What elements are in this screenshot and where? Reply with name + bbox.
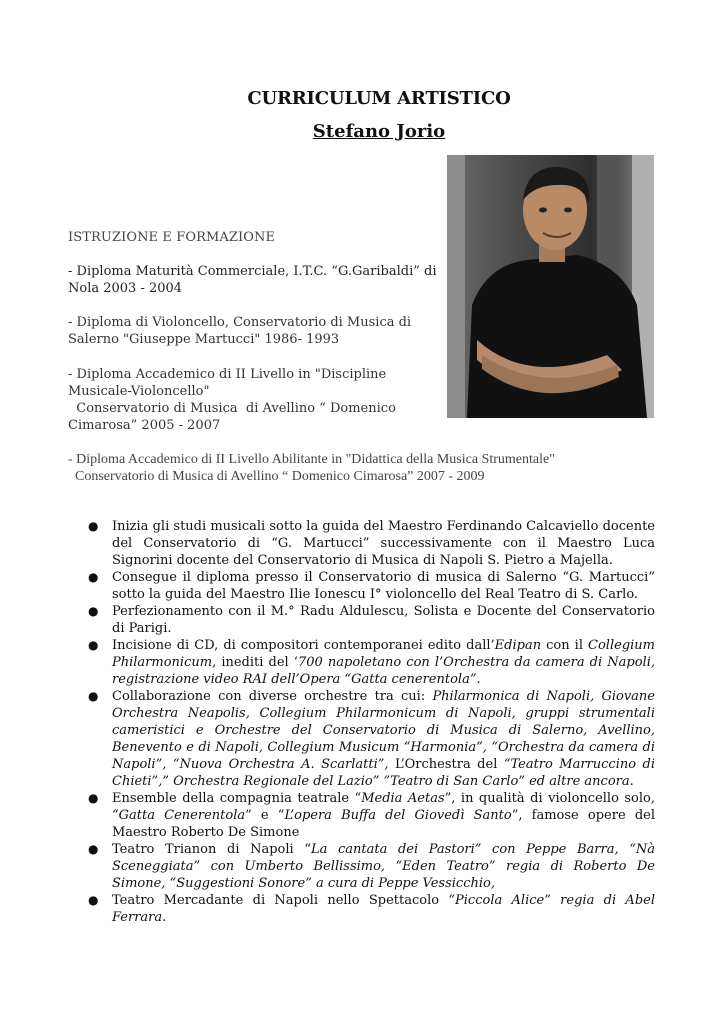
education-item-line: - Diploma Accademico di II Livello Abilitante in "Didattica della Musica Strumentale" xyxy=(68,452,555,467)
bullet-icon: ● xyxy=(88,893,99,907)
experience-text: “Gatta Cenerentola xyxy=(112,808,246,823)
experience-text: Incisione di CD, di compositori contemporanei edito dall’ xyxy=(112,638,495,653)
bullet-icon: ● xyxy=(88,791,99,805)
education-item-line: Conservatorio di Musica di Avellino “ Domenico Cimarosa” 2005 - 2007 xyxy=(68,401,401,433)
bullet-icon: ● xyxy=(88,519,99,533)
education-heading: ISTRUZIONE E FORMAZIONE xyxy=(68,230,276,245)
bullet-icon: ● xyxy=(88,638,99,652)
experience-item xyxy=(68,790,655,841)
experience-text: Teatro Trianon di Napoli “ xyxy=(112,842,311,857)
experience-text: ”, in qualità di violoncello solo, xyxy=(444,791,655,806)
bullet-icon: ● xyxy=(88,842,99,856)
education-item-line: - Diploma Accademico di II Livello in "Discipline Musicale-Violoncello" xyxy=(68,367,387,399)
portrait-photo-icon xyxy=(447,155,654,418)
experience-list xyxy=(68,518,655,926)
experience-text: Consegue il diploma presso il Conservatorio di musica di Salerno “G. Martucci” sotto la guida del Maestro Ilie Ionescu I° violoncello del Real Teatro di S. Carlo. xyxy=(112,570,655,602)
education-item xyxy=(68,366,440,434)
experience-text: ” e “ xyxy=(245,808,285,823)
experience-text: “Teatro Marruccino di Chieti”,” Orchestra Regionale del Lazio” ”Teatro di San Carlo” ed altre ancora xyxy=(112,757,655,789)
bullet-icon: ● xyxy=(88,570,99,584)
experience-text: 700 napoletano con l’Orchestra da camera di Napoli, registrazione video RAI dell’Opera “Gatta cenerentola”. xyxy=(112,655,655,687)
experience-item xyxy=(68,603,655,637)
experience-item xyxy=(68,569,655,603)
experience-text: “Piccola Alice” regia di Abel Ferrara. xyxy=(112,893,655,925)
experience-text: Edipan xyxy=(494,638,542,653)
experience-text: Collaborazione con diverse orchestre tra cui: xyxy=(112,689,433,704)
document-title: CURRICULUM ARTISTICO xyxy=(247,88,511,109)
experience-text: Ensemble della compagnia teatrale “ xyxy=(112,791,362,806)
artist-name: Stefano Jorio xyxy=(312,121,446,142)
experience-text: ”, famose opere del Maestro Roberto De Simone xyxy=(112,808,656,840)
education-item: - Diploma Maturità Commerciale, I.T.C. “G.Garibaldi” di Nola 2003 - 2004 xyxy=(68,264,437,296)
experience-text: Inizia gli studi musicali sotto la guida del Maestro Ferdinando Calcaviello docente del Conservatorio di “G. Martucci” successivamente con il Maestro Luca Signorini docente del Conservatorio di Musica di Napoli S. Pietro a Majella. xyxy=(112,519,655,568)
experience-text: . xyxy=(629,774,634,789)
experience-item xyxy=(68,518,655,569)
experience-text: L’opera Buffa del Giovedì Santo xyxy=(284,808,512,823)
education-item: - Diploma di Violoncello, Conservatorio di Musica di Salerno "Giuseppe Martucci" 1986- 1993 xyxy=(68,315,412,347)
experience-item xyxy=(68,688,655,790)
education-item-line: Conservatorio di Musica di Avellino “ Domenico Cimarosa” 2007 - 2009 xyxy=(68,469,485,484)
portrait-photo xyxy=(447,155,654,418)
experience-text: con il xyxy=(541,638,589,653)
experience-item xyxy=(68,892,655,926)
experience-text: Media Aetas xyxy=(361,791,445,806)
education-item xyxy=(68,451,628,485)
experience-text: Teatro Mercadante di Napoli nello Spettacolo xyxy=(112,893,449,908)
experience-text: Philarmonica di Napoli, Giovane Orchestra Neapolis, Collegium Philarmonicum di Napoli, gruppi strumentali cameristici e Orchestre del Conservatorio di Musica di Salerno, Avellino, Benevento e di Napoli, Collegium Musicum “Harmonia”, “Orchestra da camera di Napoli”, “Nuova Orchestra A. Scarlatti”, xyxy=(112,689,655,772)
bullet-icon: ● xyxy=(88,689,99,703)
experience-text: , inediti del ‘ xyxy=(212,655,298,670)
experience-text: L’Orchestra del xyxy=(388,757,504,772)
experience-item xyxy=(68,841,655,892)
bullet-icon: ● xyxy=(88,604,99,618)
experience-text: La cantata dei Pastori” con Peppe Barra, “Nà Sceneggiata” con Umberto Bellissimo, “Eden Teatro” regia di Roberto De Simone, “Suggestioni Sonore” a cura di Peppe Vessicchio, xyxy=(112,842,655,891)
experience-text: Collegium Philarmonicum xyxy=(112,638,655,670)
experience-item xyxy=(68,637,655,688)
experience-text: Perfezionamento con il M.° Radu Aldulescu, Solista e Docente del Conservatorio di Parigi. xyxy=(112,604,655,636)
